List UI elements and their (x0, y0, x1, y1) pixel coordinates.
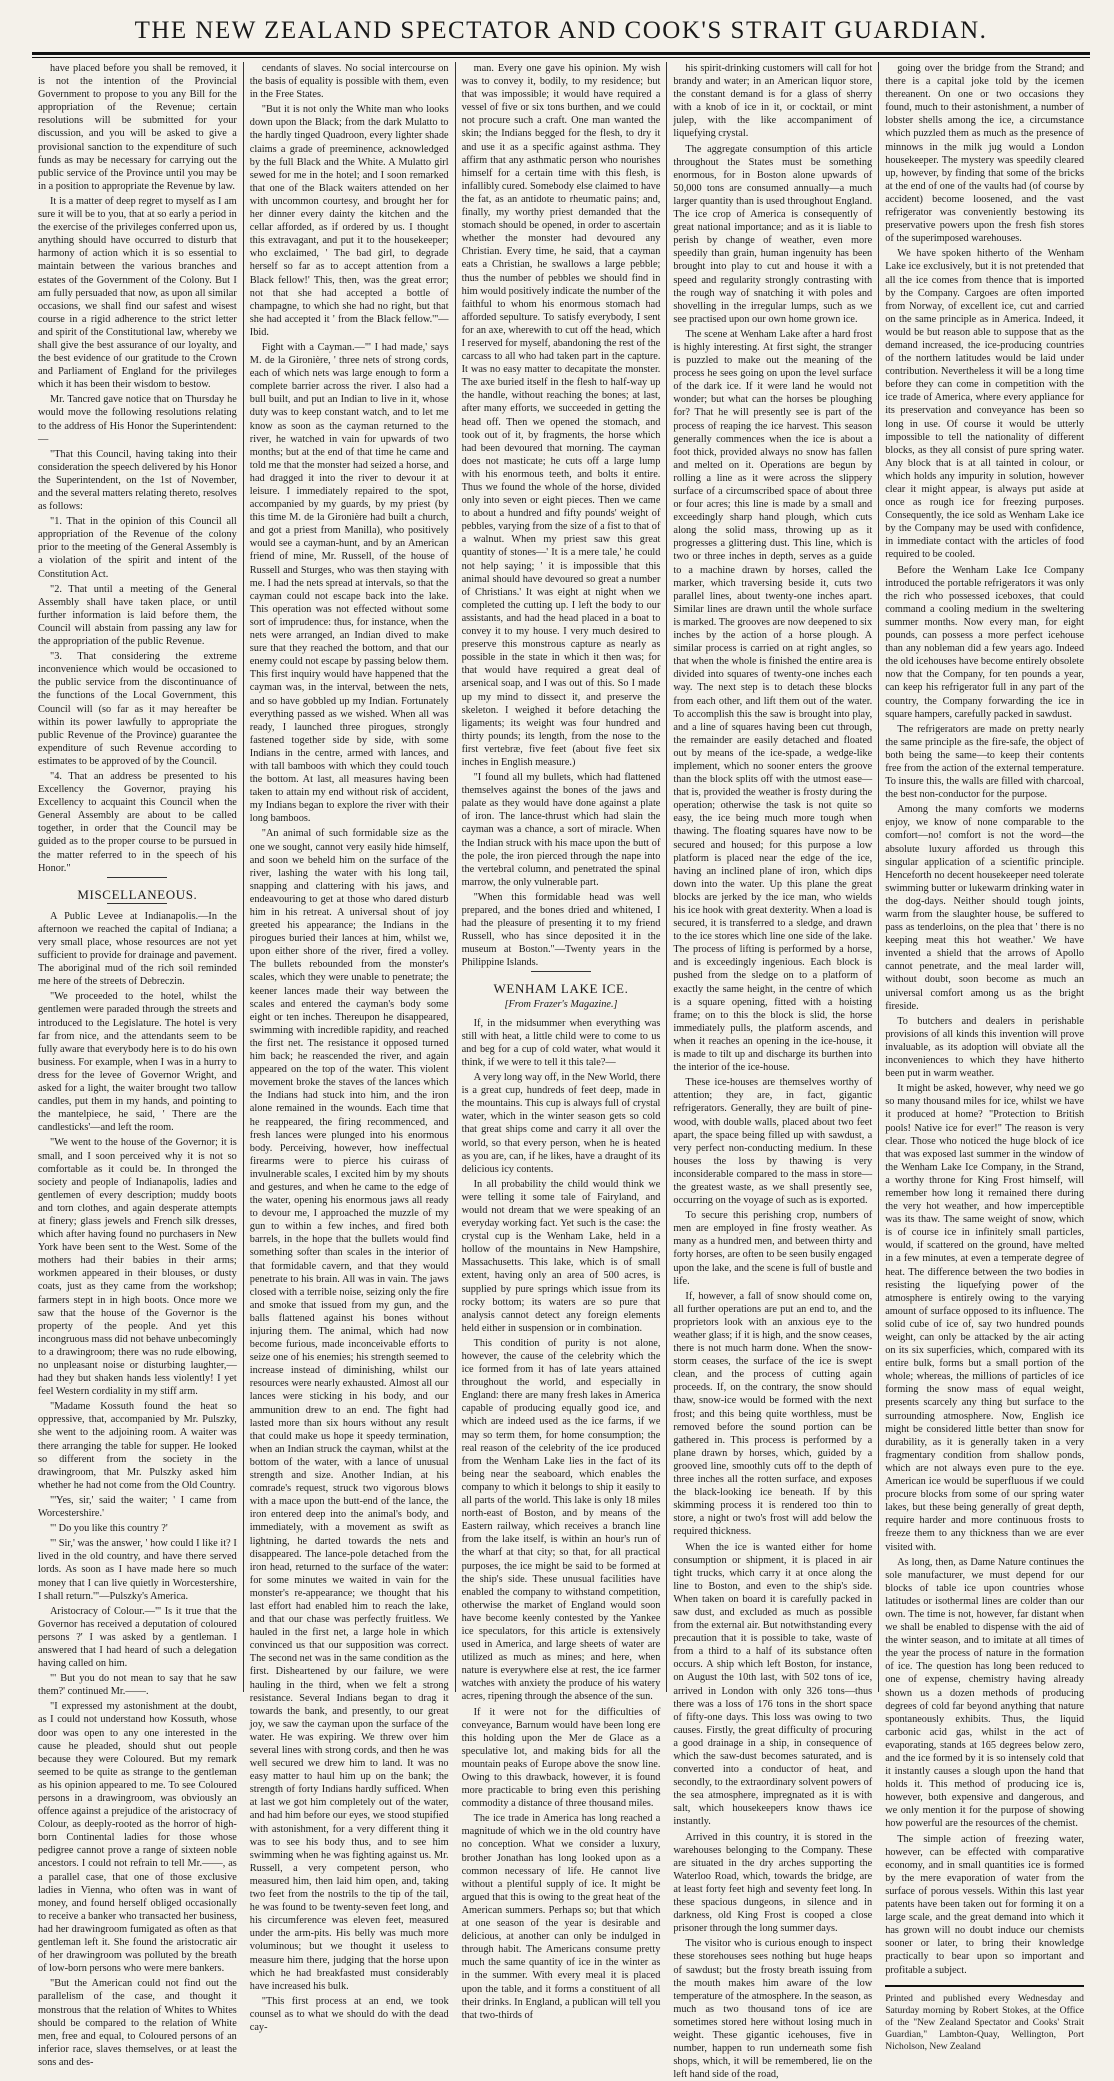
paragraph: "When this formidable head was well prepared, and the bones dried and whitened, I had the pleasure of presenting it to my friend Russell, who has since deposited it in the museum at Boston."—Twenty years in the Philippine Islands. (461, 891, 661, 969)
paragraph: his spirit-drinking customers will call for hot brandy and water; in an American liquor store, the constant demand is for a glass of sherry with a knob of ice in it, or cocktail, or mint julep, with the like accompaniment of liquefying crystal. (673, 63, 873, 140)
paragraph: "3. That considering the extreme inconvenience which would be occasioned to the public service from the discontinuance of the functions of the Local Government, this Council will (so far as it may hereafter be within its power lawfully to appropriate the public Revenue of the Province) guarantee the expenditure of such Revenue according to estimates to be approved of by the Council. (38, 651, 237, 767)
masthead-rule (32, 52, 1090, 55)
paragraph: A very long way off, in the New World, there is a great cup, hundreds of feet deep, made in the mountains. This cup is always full of crystal water, which in the winter season gets so cold that great ships come and carry it all over the world, so that every person, when he is heated as you are, can, if he likes, have a draught of its delicious icy contents. (461, 1072, 661, 1175)
paragraph: man. Every one gave his opinion. My wish was to convey it, bodily, to my residence; but that was impossible; it would have required a vessel of five or six tons burthen, and we could not procure such a craft. One man wanted the skin; the Indians begged for the flesh, to dry it and use it as a specific against asthma. They affirm that any asthmatic person who nourishes himself for a certain time with this flesh, is infallibly cured. Somebody else claimed to have the fat, as an antidote to rheumatic pains; and, finally, my worthy priest demanded that the stomach should be opened, in order to ascertain whether the monster had devoured any Christian. Every time, he said, that a cayman eats a Christian, he swallows a large pebble; thus the number of pebbles we should find in him would positively indicate the number of the faithful to whom his enormous stomach had afforded sepulture. To satisfy everybody, I sent for an axe, wherewith to cut off the head, which I reserved for myself, abandoning the rest of the carcass to all who had taken part in the capture. It was no easy matter to decapitate the monster. The axe buried itself in the flesh to half-way up the handle, without reaching the bones; at last, after many efforts, we succeeded in getting the head off. Then we opened the stomach, and took out of it, by fragments, the horse which had been devoured that morning. The cayman does not masticate; he cuts off a large lump with his enormous teeth, and bolts it entire. Thus we found the whole of the horse, divided only into seven or eight pieces. Then we came to about a hundred and fifty pounds' weight of pebbles, varying from the size of a fist to that of a walnut. When my priest saw this great quantity of stones—' It is a mere tale,' he could not help saying; ' it is impossible that this animal should have devoured so great a number of Christians.' It was eight at night when we completed the cutting up. I left the body to our assistants, and had the head placed in a boat to convey it to my house. I very much desired to preserve this monstrous capture as nearly as possible in the state in which it then was; for that would have required a great deal of arsenical soap, and I was out of this. So I made up my mind to dissect it, and preserve the skeleton. I weighed it before detaching the ligaments; its weight was four hundred and thirty pounds; its length, from the nose to the first vertebræ, five feet (about five feet six inches in English measure.) (461, 63, 661, 768)
paragraph: "That this Council, having taking into their consideration the speech delivered by his Honor the Superintendent, on the 1st of November, and the several matters relating thereto, resolves as follows: (38, 448, 237, 513)
paragraph: If, however, a fall of snow should come on, all further operations are put an end to, and the proprietors look with an anxious eye to the weather glass; if it is high, and the snow ceases, there is not much harm done. When the snow-storm ceases, the surface of the ice is swept clean, and the process of cutting again proceeds. If, on the contrary, the snow should thaw, snow-ice would be formed with the next frost; and this being quite worthless, must be removed before the sound portion can be gathered in. This process is performed by a plane drawn by horses, which, guided by a grooved line, smoothly cuts off to the depth of three inches all the rotten surface, and exposes the black-looking ice beneath. If by this skimming process it is rendered too thin to store, a night or two's frost will add below the required thickness. (673, 1290, 873, 1538)
paragraph: As long, then, as Dame Nature continues the sole manufacturer, we must depend for our blocks of table ice upon countries whose latitudes or isothermal lines are colder than our own. The time is not, however, far distant when we shall be enabled to dispense with the aid of the winter season, and to imitate at all times of the year the process of nature in the formation of ice. The question has long been reduced to one of expense, chemistry having already shown us a dozen methods of producing degrees of cold far beyond anything that nature spontaneously exhibits. Thus, the liquid carbonic acid gas, whilst in the act of evaporating, stands at 165 degrees below zero, and the ice formed by it is so intensely cold that it instantly causes a slough upon the hand that holds it. This method of producing ice is, however, both expensive and dangerous, and we only mention it for the purpose of showing how powerful are the resources of the chemist. (885, 1556, 1084, 1830)
paragraph: going over the bridge from the Strand; and there is a capital joke told by the icemen thereanent. On one or two occasions they found, much to their astonishment, a number of lobster shells among the ice, a circumstance which puzzled them as much as the presence of minnows in the milk jug would a London housekeeper. The mystery was speedily cleared up, however, by finding that some of the bricks at the end of one of the vaults had (of course by accident) become loosened, and the vast refrigerator was conveniently bestowing its preservative powers upon the fresh fish stores of the superimposed warehouses. (885, 63, 1084, 245)
paragraph: In all probability the child would think we were telling it some tale of Fairyland, and would not dream that we were speaking of an everyday working fact. Yet such is the case: the crystal cup is the Wenham Lake, held in a hollow of the mountains in New Hampshire, Massachusetts. This lake, which is of small extent, having only an area of 500 acres, is supplied by pure springs which issue from its rocky bottom; its waters are so pure that analysis cannot detect any foreign elements held either in suspension or in combination. (461, 1178, 661, 1334)
masthead: THE NEW ZEALAND SPECTATOR AND COOK'S STRAIT GUARDIAN. (134, 17, 988, 44)
paragraph: "2. That until a meeting of the General Assembly shall have taken place, or until further information is laid before them, the Council will abstain from passing any law for the appropriation of the public Revenue. (38, 583, 237, 648)
paragraph: Fight with a Cayman.—"' I had made,' says M. de la Gironière, ' three nets of strong cords, each of which nets was large enough to form a complete barrier across the river. I also had a bull built, and put an Indian to live in it, whose duty was to keep constant watch, and to let me know as soon as the cayman returned to the river, he watched in vain for upwards of two months; but at the end of that time he came and told me that the monster had seized a horse, and had dragged it into the river to devour it at leisure. I immediately repaired to the spot, accompanied by my guards, by my priest (by this time M. de la Gironière had built a church, and got a priest from Manilla), who positively would see a cayman-hunt, and by an American friend of mine, Mr. Russell, of the house of Russell and Sturges, who was then staying with me. I had the nets spread at intervals, so that the cayman could not escape back into the lake. This operation was not effected without some sort of imprudence: thus, for instance, when the nets were arranged, an Indian dived to make sure that they reached the bottom, and that our enemy could not escape by passing below them. This first inquiry would have happened that the cayman was, in the interval, between the nets, and so have gobbled up my Indian. Fortunately everything passed as we wished. When all was ready, I launched three pirogues, strongly fastened together side by side, with some Indians in the centre, armed with lances, and with tall bamboos with which they could touch the bottom. At last, all measures having been taken to attain my end without risk of accident, my Indians began to explore the river with their long bamboos. (249, 341, 449, 825)
paragraph: If it were not for the difficulties of conveyance, Barnum would have been long ere this holding upon the Mer de Glace as a speculative lot, and making bids for all the mountain peaks of Europe above the snow line. Owing to this drawback, however, it is found more practicable to bring even this perishing commodity a distance of three thousand miles. (461, 1706, 661, 1810)
paragraph: "We went to the house of the Governor; it is small, and I soon perceived why it is not so comfortable as it could be. In thronged the society and people of Indianapolis, ladies and gentlemen of every description; muddy boots and torn clothes, and again desperate attempts at finery; glass jewels and French silk dresses, which after having found no purchasers in New York have been sent to the West. Some of the mothers had their babies in their arms; workmen appeared in their blouses, or dusty coats, just as they came from the workshop; farmers stept in in high boots. Once more we saw that the house of the Governor is the property of the people. And yet this incongruous mass did not behave unbecomingly to a drawingroom; there was no rude elbowing, no unpleasant noise or disturbing laughter,—had they but shaken hands less violently! I yet feel Western cordiality in my stiff arm. (38, 1137, 237, 1398)
columns (32, 62, 1090, 2081)
section-divider (107, 903, 167, 904)
paragraph: "' Sir,' was the answer, ' how could I like it? I lived in the old country, and have there served lords. As soon as I have made here so much money that I can live quietly in Worcestershire, I shall return.'"—Pulszky's America. (38, 1538, 237, 1602)
section-divider (531, 971, 591, 972)
paragraph: have placed before you shall be removed, it is not the intention of the Provincial Government to propose to you any Bill for the appropriation of the Revenue; certain resolutions will be submitted for your discussion, and you will be asked to give a provisional sanction to the expenditure of such funds as may be necessary for carrying out the public service of the Province until you may be in a position to appropriate the Revenue by law. (38, 63, 237, 192)
paragraph: Before the Wenham Lake Ice Company introduced the portable refrigerators it was only the rich who possessed iceboxes, that could command a cooling medium in the sweltering summer months. Now every man, for eight pounds, can possess a more perfect icehouse than any nobleman did a few years ago. Indeed the old icehouses have become entirely obsolete now that the Company, for ten pounds a year, can keep his refrigerator full in any part of the country, the Company forwarding the ice in square hampers, carefully packed in sawdust. (885, 564, 1084, 720)
paragraph: "' But you do not mean to say that he saw them?' continued Mr.——. (38, 1673, 237, 1698)
paragraph: "But it is not only the White man who looks down upon the Black; from the dark Mulatto to the hardly tinged Quadroon, every lighter shade claims a grade of preeminence, acknowledged by the full Black and the White. A Mulatto girl sewed for me in the hotel; and I soon remarked that one of the Black waiters attended on her with uncommon courtesy, and brought her for her dinner every dainty the kitchen and the cellar afforded, as if ordered by us. I thought this extravagant, and put it to the housekeeper; who exclaimed, ' The bad girl, to degrade herself so far as to accept attention from a Black fellow!' This, then, was the great error; not that she had accepted a bottle of champagne, to which she had no right, but that she had accepted it ' from the Black fellow.'"—Ibid. (249, 104, 449, 338)
paragraph: Aristocracy of Colour.—"' Is it true that the Governor has received a deputation of coloured persons ?' I was asked by a gentleman. I answered that I had heard of such a delegation having called on him. (38, 1605, 237, 1670)
paragraph: This condition of purity is not alone, however, the cause of the celebrity which the ice formed from it has of late years attained throughout the world, and especially in England: there are many fresh lakes in America capable of producing equally good ice, and which are indeed used as the ice farms, if we may so term them, for home consumption; the real reason of the celebrity of the ice produced from the Wenham Lake lies in the fact of its being near the seaboard, which enables the company to which it belongs to ship it easily to all parts of the world. This lake is only 18 miles north-east of Boston, and by means of the Eastern railway, which receives a branch line from the lake itself, is within an hour's run of the wharf at that city; so that, for all practical purposes, the ice might be said to be formed at the ship's side. These unusual facilities have enabled the company to withstand competition, otherwise the market of England would soon have become keenly contested by the Yankee ice speculators, for this article is extensively used in America, and large sheets of water are utilized as much as mines; and here, when nature is everywhere else at rest, the ice farmer watches with anxiety the produce of his watery acres, ripening through the absence of the sun. (461, 1337, 661, 1703)
masthead-rule-thin (32, 57, 1090, 58)
paragraph: These ice-houses are themselves worthy of attention; they are, in fact, gigantic refrigerators. Generally, they are built of pine-wood, with double walls, placed about two feet apart, the space being filled up with sawdust, a very perfect non-conducting medium. In these houses the loss by thawing is very inconsiderable compared to the mass in store—the greatest waste, as we shall presently see, occurring on the voyage of such as is exported. (673, 1077, 873, 1207)
paragraph: cendants of slaves. No social intercourse on the basis of equality is possible with them, even in the Free States. (249, 63, 449, 101)
paragraph: "We proceeded to the hotel, whilst the gentlemen were paraded through the streets and introduced to the Legislature. The hotel is very far from nice, and the attendants seem to be fully aware that everybody here is to do his own business. For example, when I was in a hurry to dress for the levee of Governor Wright, and asked for a light, the waiter brought two tallow candles, put them in my hands, and pointing to the mantelpiece, he said, ' There are the candlesticks'—and left the room. (38, 991, 237, 1134)
paragraph: It might be asked, however, why need we go so many thousand miles for ice, whilst we have it produced at home? "Protection to British pools! Native ice for ever!" The reason is very clear. Those who noticed the huge block of ice that was exposed last summer in the window of the Wenham Lake Ice Company, in the Strand, a worthy throne for King Frost himself, will remember how long it remained there during the very hot weather, and how imperceptible was its thaw. The same weight of snow, which is of course ice in infinitely small particles, would, if scattered on the ground, have melted in a few minutes, at even a temperate degree of heat. The difference between the two bodies in resisting the liquefying power of the atmosphere is entirely owing to the varying amount of surface opposed to its influence. The solid cube of ice of, say two hundred pounds weight, can only be attacked by the air acting on its six superficies, which, compared with its entire bulk, forms but a small portion of the whole; whereas, the millions of particles of ice forming the snow mass of equal weight, presents scarcely any thing but surface to the surrounding atmosphere. Now, English ice might be considered little better than snow for durability, as it is generally taken in a very fragmentary condition from shallow ponds, which are not always even pure to the eye. American ice would be superfluous if we could procure blocks from some of our spring water lakes, but these being generally of great depth, require harder and more continuous frosts to freeze them to any thickness than we are ever visited with. (885, 1083, 1084, 1553)
section-divider (107, 877, 167, 878)
paragraph: It is a matter of deep regret to myself as I am sure it will be to you, that at so early a period in the exercise of the privileges conferred upon us, anything should have occurred to disturb that harmony of action which it is so essential to maintain between the various branches and estates of the Government of the Colony. But I am fully persuaded that now, as upon all similar occasions, we shall find our safest and wisest course in a rigid adherence to the strict letter and spirit of the Constitutional law, whereby we shall give the best assurance of our loyalty, and the best evidence of our gratitude to the Crown and Parliament of England for the privileges which it has been their wisdom to bestow. (38, 195, 237, 391)
paragraph: The ice trade in America has long reached a magnitude of which we in the old country have no conception. What we consider a luxury, brother Jonathan has long looked upon as a common necessary of life. He cannot live without a plentiful supply of ice. It might be argued that this is owing to the great heat of the American summers. Perhaps so; but that which at one season of the year is desirable and delicious, at another can only be indulged in through habit. The Americans consume pretty much the same quantity of ice in the winter as in the summer. With every meal it is placed upon the table, and it forms a constituent of all their drinks. In England, a publican will tell you that two-thirds of (461, 1813, 661, 2021)
imprint: Printed and published every Wednesday and Saturday morning by Robert Stokes, at the Office of the "New Zealand Spectator and Cooks' Strait Guardian," Lambton-Quay, Wellington, Port Nicholson, New Zealand (885, 1985, 1084, 2053)
column-3 (456, 62, 668, 2021)
paragraph: The visitor who is curious enough to inspect these storehouses sees nothing but huge heaps of sawdust; but the frosty breath issuing from the mouth makes him aware of the low temperature of the atmosphere. In the season, as much as two thousand tons of ice are sometimes stored here without losing much in weight. These gigantic icehouses, five in number, happen to run underneath some fish shops, which, it will be remembered, lie on the left hand side of the road, (673, 1938, 873, 2081)
paragraph: We have spoken hitherto of the Wenham Lake ice exclusively, but it is not pretended that all the ice comes from thence that is imported by the Company. Cargoes are often imported from Norway, of excellent ice, cut and carried on the same principle as in America. Indeed, it would be but reason able to suppose that as the demand increased, the ice-producing countries of the northern latitudes would be laid under contribution. Nevertheless it will be a long time before they can come in competition with the ice trade of America, where every appliance for its preservation and conveyance has been so long in use. Of course it would be utterly impossible to tell the nationality of different blocks, as they all consist of pure spring water. Any block that is at all tainted in colour, or which holds any impurity in solution, however clear it might appear, is always put aside at once as rough ice for freezing purposes. Consequently, the ice sold as Wenham Lake ice by the Company may be used with confidence, in immediate contact with the articles of food required to be cooled. (885, 248, 1084, 561)
paragraph: The refrigerators are made on pretty nearly the same principle as the fire-safe, the object of both being the same—to keep their contents free from the action of the external temperature. To insure this, the walls are filled with charcoal, the best non-conductor for the purpose. (885, 723, 1084, 801)
paragraph: The simple action of freezing water, however, can be effected with comparative economy, and in small quantities ice is formed by the mere evaporation of water from the surface of porous vessels. Within this last year patents have been taken out for forming it on a large scale, and the great demand into which it has grown will no doubt induce our chemists sooner or later, to bring their knowledge practically to bear upon so important and profitable a subject. (885, 1833, 1084, 1976)
paragraph: A Public Levee at Indianapolis.—In the afternoon we reached the capital of Indiana; a very small place, whose resources are not yet sufficient to provide for drainage and pavement. The aboriginal mud of the rich soil reminded me here of the streets of Debreczin. (38, 910, 237, 988)
paragraph: Mr. Tancred gave notice that on Thursday he would move the following resolutions relating to the address of His Honor the Superintendent:— (38, 394, 237, 445)
paragraph: "This first process at an end, we took counsel as to what we should do with the dead cay- (249, 1995, 449, 2033)
paragraph: "I found all my bullets, which had flattened themselves against the bones of the jaws and palate as they would have done against a plate of iron. The lance-thrust which had slain the cayman was a chance, a sort of miracle. When the Indian struck with his mace upon the butt of the pole, the iron pierced through the nape into the vertebral column, and penetrated the spinal marrow, the only vulnerable part. (461, 772, 661, 888)
paragraph: If, in the midsummer when everything was still with heat, a little child were to come to us and beg for a cup of cold water, what would it think, if we were to tell it this tale?— (461, 1017, 661, 1068)
paragraph: "An animal of such formidable size as the one we sought, cannot very easily hide himself, and soon we beheld him on the surface of the river, lashing the water with his long tail, snapping and clattering with his jaws, and endeavouring to get at those who dared disturb him in his retreat. A universal shout of joy greeted his appearance; the Indians in the pirogues buried their lances at him, whilst we, upon either shore of the river, fired a volley. The bullets rebounded from the monster's scales, which they were unable to penetrate; the keener lances made their way between the scales and entered the cayman's body some eight or ten inches. Thereupon he disappeared, swimming with incredible rapidity, and reached the first net. The resistance it opposed turned him back; he reascended the river, and again appeared on the top of the water. This violent movement broke the staves of the lances which the Indians had stuck into him, and the iron alone remained in the wounds. Each time that he reappeared, the firing recommenced, and fresh lances were plunged into his enormous body. Perceiving, however, how ineffectual firearms were to pierce his cuirass of invulnerable scales, I excited him by my shouts and gestures, and when he came to the edge of the water, opening his enormous jaws all ready to devour me, I approached the muzzle of my gun to within a few inches, and fired both barrels, in the hope that the bullets would find something softer than scales in the interior of that formidable cavern, and that they would penetrate to his brain. All was in vain. The jaws closed with a terrible noise, seizing only the fire and smoke that issued from my gun, and the balls flattened against his bones without injuring them. The animal, which had now become furious, made inconceivable efforts to seize one of his enemies; his strength seemed to increase instead of diminishing, whilst our resources were nearly exhausted. Almost all our lances were sticking in his body, and our ammunition drew to an end. The fight had lasted more than six hours without any result that could make us hope it speedy termination, when an Indian struck the cayman, whilst at the bottom of the water, with a lance of unusual strength and size. Another Indian, at his comrade's request, struck two vigorous blows with a mace upon the butt-end of the lance, the iron entered deep into the animal's body, and immediately, with a movement as swift as lightning, he darted towards the nets and disappeared. The lance-pole detached from the iron head, returned to the surface of the water: for some minutes we waited in vain for the monster's re-appearance; we thought that his last effort had enabled him to reach the lake, and that our chase was perfectly fruitless. We hauled in the first net, a large hole in which convinced us that our supposition was correct. The second net was in the same condition as the first. Disheartened by our failure, we were hauling in the third, when we felt a strong resistance. Several Indians began to drag it towards the bank, and presently, to our great joy, we saw the cayman upon the surface of the water. He was expiring. We threw over him several lines with strong cords, and then he was well secured we drew him to land. It was no easy matter to haul him up on the bank; the strength of forty Indians hardly sufficed. When at last we got him completely out of the water, and had him before our eyes, we stood stupified with astonishment, for a very different thing it was to see his body thus, and to see him swimming when he was fighting against us. Mr. Russell, a very competent person, who measured him, then laid him open, and, taking two feet from the nostrils to the tip of the tail, he was found to be twenty-seven feet long, and his circumference was eleven feet, measured under the arm-pits. His belly was much more voluminous; but we thought it useless to measure him there, judging that the horse upon which he had breakfasted must considerably have increased his bulk. (249, 828, 449, 1992)
paragraph: "4. That an address be presented to his Excellency the Governor, praying his Excellency to acquaint this Council when the General Assembly are about to be called together, in order that the Council may be guided as to the proper course to be pursued in the matter referred to in the speech of his Honor." (38, 770, 237, 874)
section-title-miscellaneous: MISCELLANEOUS. (77, 886, 198, 902)
paragraph: To secure this perishing crop, numbers of men are employed in fine frosty weather. As many as a hundred men, and between thirty and forty horses, are often to be seen busily engaged upon the lake, and the scene is full of bustle and life. (673, 1210, 873, 1287)
paragraph: "1. That in the opinion of this Council all appropriation of the Revenue of the colony prior to the meeting of the General Assembly is a violation of the spirit and intent of the Constitution Act. (38, 516, 237, 580)
paragraph: To butchers and dealers in perishable provisions of all kinds this invention will prove invaluable, as its adoption will obviate all the inconveniences to which they have hitherto been put in warm weather. (885, 1015, 1084, 1080)
column-5 (879, 62, 1090, 2052)
paragraph: Among the many comforts we moderns enjoy, we know of none comparable to the comfort—no! comfort is not the word—the absolute luxury afforded us through this singular application of a scientific principle. Henceforth no decent housekeeper need tolerate swimming butter or lukewarm drinking water in the dog-days. Neither should tough joints, warm from the slaughter house, be suffered to pass as tenderloins, on the plea that ' there is no keeping meat this hot weather.' We have invented a shield that the arrows of Apollo cannot penetrate, and the meal larder will, without doubt, soon become as much an universal comfort among us as the bright fireside. (885, 804, 1084, 1012)
paragraph: Arrived in this country, it is stored in the warehouses belonging to the Company. These are situated in the dry arches supporting the Waterloo Road, which, towards the bridge, are at least forty feet high and seventy feet long. In these spacious dungeons, in silence and in darkness, old King Frost is cooped a close prisoner through the long summer days. (673, 1831, 873, 1935)
column-4 (667, 62, 879, 2081)
paragraph: The aggregate consumption of this article throughout the States must be something enormous, for in Boston alone upwards of 50,000 tons are consumed annually—a much larger quantity than is used throughout England. The ice crop of America is consequently of great national importance; and as it is liable to perish by change of weather, even more speedily than grain, human ingenuity has been brought into play to cut and house it with a speed and regularity strongly contrasting with the rough way of snatching it with poles and shovelling in the irregular lumps, such as we see practised upon our own home grown ice. (673, 143, 873, 325)
section-source: [From Frazer's Magazine.] (504, 998, 618, 1010)
paragraph: "I expressed my astonishment at the doubt, as I could not understand how Kossuth, whose door was open to any one interested in the cause he pleaded, should shut out people because they were Coloured. But my remark seemed to be quite as strange to the gentleman as his opinion appeared to me. To see Coloured persons in a drawingroom, was obviously an offence against a prejudice of the aristocracy of Colour, as deeply-rooted as the horror of high-born Continental ladies for those whose pedigree cannot prove a range of sixteen noble ancestors. I could not refrain to tell Mr.——, as a parallel case, that one of those exclusive ladies in Vienna, who often was in want of money, and found herself obliged occasionally to receive a banker who transacted her business, had her drawingroom fumigated as often as that gentleman left it. She found the aristocratic air of her drawingroom was polluted by the breath of low-born persons who were mere bankers. (38, 1701, 237, 1975)
paragraph: When the ice is wanted either for home consumption or shipment, it is placed in air tight trucks, which carry it at once along the line to Boston, and even to the ship's side. When taken on board it is carefully packed in saw dust, and excluded as much as possible from the external air. But notwithstanding every precaution that it is possible to take, waste of from a third to a half of its substance often occurs. A ship which left Boston, for instance, on August the 10th last, with 502 tons of ice, arrived in London with only 326 tons—thus there was a loss of 176 tons in the short space of fifty-one days. This loss was owing to two causes. Firstly, the great difficulty of procuring a good drainage in a ship, in consequence of which the saw-dust becomes saturated, and is converted into a conductor of heat, and secondly, to the extraordinary solvent powers of the sea atmosphere, impregnated as it is with salt, which housekeepers know thaws ice instantly. (673, 1541, 873, 1828)
column-1 (32, 62, 244, 2068)
paragraph: "' Do you like this country ?' (50, 1523, 168, 1535)
column-2 (244, 62, 456, 2033)
paragraph: The scene at Wenham Lake after a hard frost is highly interesting. At first sight, the stranger is puzzled to make out the meaning of the process he sees going on upon the level surface of the dark ice. If it were land he would not wonder; but what can the horses be ploughing for? That he will presently see is part of the process of reaping the ice harvest. This season generally commences when the ice is about a foot thick, provided always no snow has fallen and melted on it. Operations are begun by rolling a line as it were across the slippery surface of a circumscribed space of about three or four acres; this line is made by a small and exceedingly sharp hand plough, which cuts along the solid mass, throwing up as it progresses a glittering dust. This line, which is two or three inches in depth, serves as a guide to a machine drawn by horses, called the marker, which traversing beside it, cuts two parallel lines, about twenty-one inches apart. Similar lines are drawn until the whole surface is marked. The grooves are now deepened to six inches by the action of a horse plough. A similar process is carried on at right angles, so that when the whole is finished the entire area is divided into squares of twenty-one inches each way. The next step is to detach these blocks from each other, and lift them out of the water. To accomplish this the saw is brought into play, and a line of squares having been cut through, the remainder are easily detached and floated out by means of the ice-spade, a wedge-like implement, which no sooner enters the groove than the block splits off with the utmost ease—that is, provided the weather is frosty during the operation; otherwise the task is not quite so easy, the ice being much more tough when thawing. The floating squares have now to be secured and housed; for this purpose a low platform is placed near the edge of the ice, having an inclined plane of iron, which dips down into the water. Up this plane the great blocks are jerked by the ice man, who wields his ice hook with great dexterity. When a load is secured, it is transferred to a sledge, and drawn to the ice stores which line one side of the lake. The process of lifting is performed by a horse, and is exceedingly ingenious. Each block is pushed from the sledge on to a platform of exactly the same height, in the centre of which is a square opening, fitted with a hoisting frame; on to this the block is slid, the horse immediately pulls, the platform ascends, and when it reaches an opening in the ice-house, it is made to tilt up and discharge its burthen into the interior of the ice-house. (673, 328, 873, 1074)
paragraph: "Madame Kossuth found the heat so oppressive, that, accompanied by Mr. Pulszky, she went to the adjoining room. A waiter was there arranging the table for supper. He looked so different from the society in the drawingroom, that Mr. Pulszky asked him whether he had not come from the Old Country. (38, 1401, 237, 1491)
paragraph: "'Yes, sir,' said the waiter; ' I came from Worcestershire.' (38, 1494, 237, 1520)
paragraph: "But the American could not find out the parallelism of the case, and thought it monstrous that the relation of Whites to Whites should be compared to the relation of White men, free and equal, to Coloured persons of an inferior race, slaves themselves, or at least the sons and des- (38, 1978, 237, 2068)
section-title-wenham-lake-ice: WENHAM LAKE ICE. (493, 981, 629, 997)
